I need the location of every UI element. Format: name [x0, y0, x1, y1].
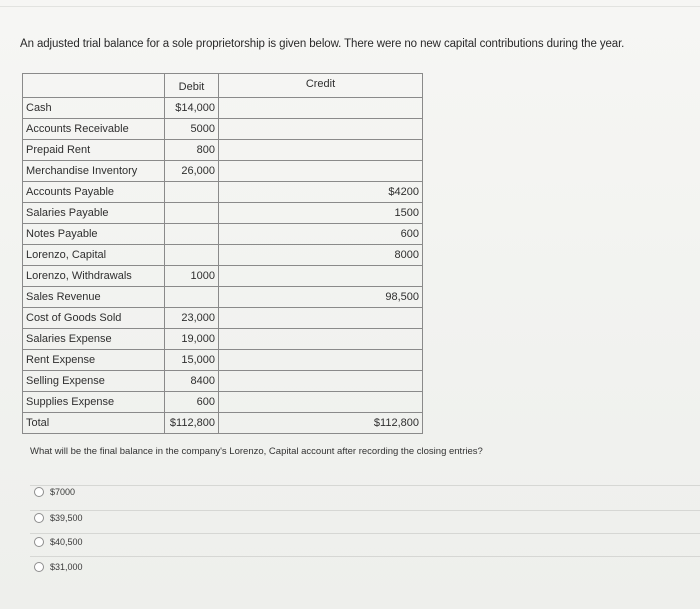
radio-button[interactable] [34, 513, 44, 523]
option-divider [30, 556, 700, 557]
credit-cell [219, 329, 423, 350]
credit-cell: 8000 [219, 245, 423, 266]
table-row [23, 182, 423, 203]
table-row [23, 413, 423, 434]
option-label: $39,500 [50, 513, 83, 523]
account-cell: Salaries Expense [23, 329, 165, 350]
credit-cell [219, 140, 423, 161]
credit-cell: 98,500 [219, 287, 423, 308]
debit-cell [165, 203, 219, 224]
question-text: What will be the final balance in the company's Lorenzo, Capital account after recording the closing entries? [30, 446, 483, 457]
account-cell: Total [23, 413, 165, 434]
credit-cell: 1500 [219, 203, 423, 224]
header-debit: Debit [165, 74, 219, 98]
credit-cell [219, 308, 423, 329]
credit-cell [219, 350, 423, 371]
account-cell: Notes Payable [23, 224, 165, 245]
table-row [23, 371, 423, 392]
debit-cell: 15,000 [165, 350, 219, 371]
table-body [23, 98, 423, 434]
account-cell: Lorenzo, Capital [23, 245, 165, 266]
debit-cell: 19,000 [165, 329, 219, 350]
debit-cell: 800 [165, 140, 219, 161]
debit-cell: $14,000 [165, 98, 219, 119]
account-cell: Sales Revenue [23, 287, 165, 308]
credit-cell: 600 [219, 224, 423, 245]
account-cell: Supplies Expense [23, 392, 165, 413]
account-cell: Salaries Payable [23, 203, 165, 224]
debit-cell: $112,800 [165, 413, 219, 434]
answer-option-3[interactable] [34, 537, 83, 547]
option-label: $40,500 [50, 537, 83, 547]
option-label: $31,000 [50, 562, 83, 572]
credit-cell [219, 371, 423, 392]
credit-cell [219, 266, 423, 287]
debit-cell: 1000 [165, 266, 219, 287]
credit-cell [219, 119, 423, 140]
table-row [23, 245, 423, 266]
table-row [23, 392, 423, 413]
table-row [23, 203, 423, 224]
top-divider [0, 6, 700, 7]
credit-cell [219, 98, 423, 119]
debit-cell [165, 224, 219, 245]
table-row [23, 350, 423, 371]
debit-cell [165, 245, 219, 266]
credit-cell: $4200 [219, 182, 423, 203]
debit-cell: 600 [165, 392, 219, 413]
option-divider [30, 533, 700, 534]
table-row [23, 119, 423, 140]
radio-button[interactable] [34, 562, 44, 572]
header-account [23, 74, 165, 98]
account-cell: Cash [23, 98, 165, 119]
account-cell: Merchandise Inventory [23, 161, 165, 182]
table-row [23, 224, 423, 245]
account-cell: Selling Expense [23, 371, 165, 392]
debit-cell [165, 287, 219, 308]
option-label: $7000 [50, 487, 76, 497]
table-header-row [23, 74, 423, 98]
table-row [23, 287, 423, 308]
debit-cell: 5000 [165, 119, 219, 140]
trial-balance-table [22, 73, 423, 434]
problem-intro: An adjusted trial balance for a sole proprietorship is given below. There were no new capital contributions during the year. [20, 38, 625, 50]
option-divider [30, 510, 700, 511]
account-cell: Lorenzo, Withdrawals [23, 266, 165, 287]
account-cell: Prepaid Rent [23, 140, 165, 161]
credit-cell [219, 392, 423, 413]
debit-cell: 23,000 [165, 308, 219, 329]
account-cell: Rent Expense [23, 350, 165, 371]
option-divider [30, 485, 700, 486]
answer-option-2[interactable] [34, 513, 83, 523]
header-credit: Credit [219, 74, 423, 98]
radio-button[interactable] [34, 537, 44, 547]
account-cell: Accounts Payable [23, 182, 165, 203]
answer-option-4[interactable] [34, 562, 83, 572]
credit-cell: $112,800 [219, 413, 423, 434]
table-row [23, 329, 423, 350]
answer-option-1[interactable] [34, 487, 75, 497]
table-row [23, 98, 423, 119]
table-row [23, 266, 423, 287]
table-row [23, 308, 423, 329]
account-cell: Accounts Receivable [23, 119, 165, 140]
credit-cell [219, 161, 423, 182]
radio-button[interactable] [34, 487, 44, 497]
debit-cell: 8400 [165, 371, 219, 392]
debit-cell: 26,000 [165, 161, 219, 182]
table-row [23, 161, 423, 182]
table-row [23, 140, 423, 161]
debit-cell [165, 182, 219, 203]
account-cell: Cost of Goods Sold [23, 308, 165, 329]
